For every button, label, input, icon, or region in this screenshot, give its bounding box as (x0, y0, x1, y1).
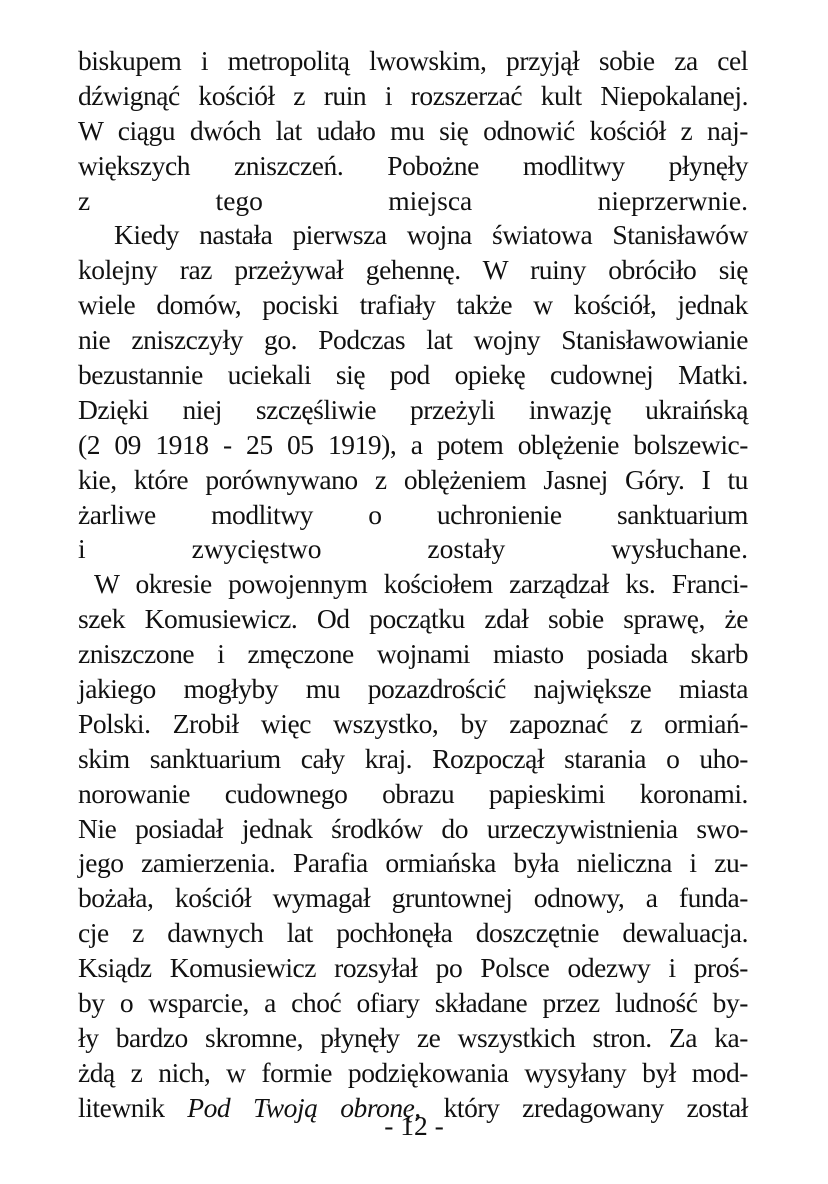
text-line: W okresie powojennym kościołem zarządzał ks. Franci- (94, 568, 748, 600)
text-line: większych zniszczeń. Pobożne modlitwy płynęły (78, 149, 748, 181)
text-line: Kiedy nastała pierwsza wojna światowa Stanisławów (114, 219, 748, 251)
text-line: żarliwe modlitwy o uchronienie sanktuarium (78, 498, 748, 530)
paragraph-1 (78, 44, 748, 218)
text-line: ły bardzo skromne, płynęły ze wszystkich stron. Za ka- (78, 1021, 748, 1053)
page-body (78, 44, 748, 1126)
text-line: kie, które porównywano z oblężeniem Jasnej Góry. I tu (78, 463, 748, 495)
text-line: szek Komusiewicz. Od początku zdał sobie sprawę, że (78, 603, 748, 635)
text-line: Nie posiadał jednak środków do urzeczywistnienia swo- (78, 812, 748, 844)
page-number: - 12 - (384, 1110, 444, 1141)
text-line: żdą z nich, w formie podziękowania wysyłany był mod- (78, 1056, 748, 1088)
text-line: (2 09 1918 - 25 05 1919), a potem oblężenie bolszewic- (78, 428, 748, 460)
text-line: nie zniszczyły go. Podczas lat wojny Stanisławowianie (78, 324, 748, 356)
text-line: biskupem i metropolitą lwowskim, przyjął sobie za cel (78, 45, 748, 76)
text-line: jego zamierzenia. Parafia ormiańska była nieliczna i zu- (78, 847, 748, 879)
text-line: jakiego mogłyby mu pozazdrościć największe miasta (78, 673, 748, 705)
text-line: bezustannie uciekali się pod opiekę cudownej Matki. (78, 359, 748, 391)
text-line: norowanie cudownego obrazu papieskimi koronami. (78, 777, 748, 809)
text-line: Dzięki niej szczęśliwie przeżyli inwazję ukraińską (78, 393, 748, 425)
text-fragment: litewnik (78, 1091, 188, 1123)
text-line: Ksiądz Komusiewicz rozsyłał po Polsce odezwy i proś- (78, 952, 748, 984)
text-line: by o wsparcie, a choć ofiary składane przez ludność by- (78, 987, 748, 1019)
text-line: zniszczone i zmęczone wojnami miasto posiada skarb (78, 638, 748, 670)
text-line: z tego miejsca nieprzerwnie. (78, 184, 748, 216)
paragraph-3 (78, 567, 748, 1125)
text-line: skim sanktuarium cały kraj. Rozpoczął starania o uho- (78, 742, 748, 774)
book-title: Pod Twoją obronę (187, 1091, 415, 1123)
text-fragment: , który zredagowany został (414, 1091, 748, 1123)
text-line: cje z dawnych lat pochłonęła doszczętnie dewaluacja. (78, 917, 748, 949)
text-line: Polski. Zrobił więc wszystko, by zapoznać z ormiań- (78, 707, 748, 739)
text-line: bożała, kościół wymagał gruntownej odnowy, a funda- (78, 882, 748, 914)
text-line: W ciągu dwóch lat udało mu się odnowić kościół z naj- (78, 114, 748, 146)
text-line: dźwignąć kościół z ruin i rozszerzać kult Niepokalanej. (78, 79, 748, 111)
text-line: i zwycięstwo zostały wysłuchane. (78, 533, 748, 565)
text-line: wiele domów, pociski trafiały także w kościół, jednak (78, 289, 748, 321)
text-line: kolejny raz przeżywał gehennę. W ruiny obróciło się (78, 254, 748, 286)
paragraph-2 (78, 218, 748, 567)
